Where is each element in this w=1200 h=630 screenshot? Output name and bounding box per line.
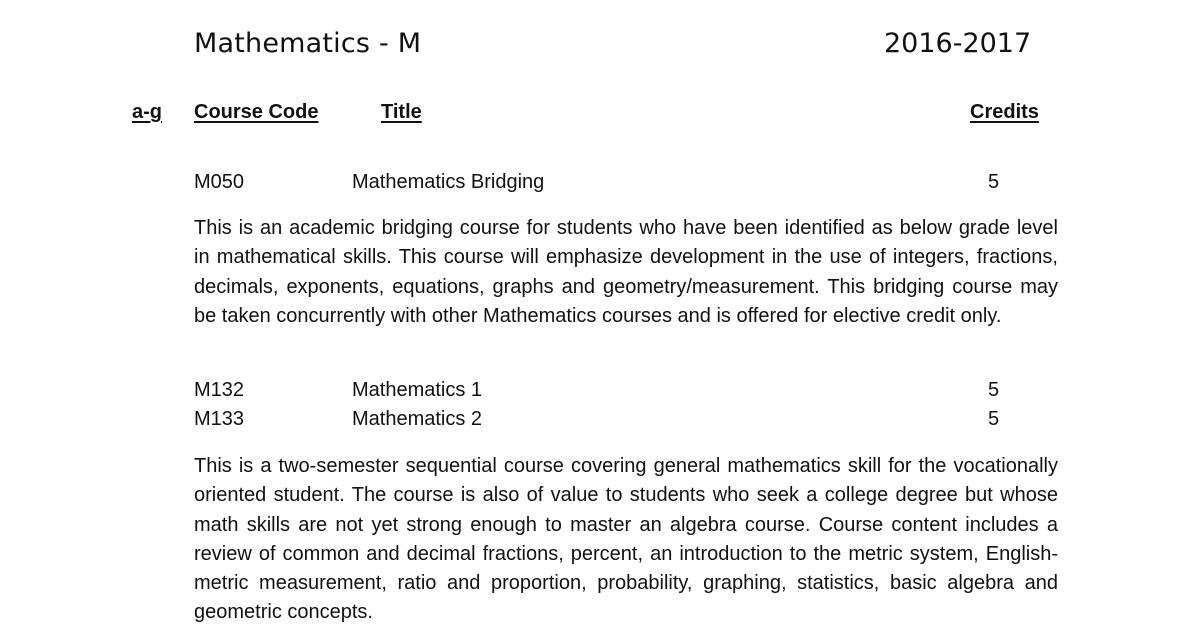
header-ag: a-g [132, 101, 162, 123]
course-description: This is a two-semester sequential course covering general mathematics skill for the vocationally oriented student. The course is also of value to students who seek a college degree but whose math skills are not yet strong enough to master an algebra course. Course content includes a review of common and decimal fractions, percent, an introduction to the metric system, English-metric measurement, ratio and proportion, probability, graphing, statistics, basic algebra and geometric concepts. [194, 455, 1058, 624]
course-description: This is an academic bridging course for students who have been identified as below grade level in mathematical skills. This course will emphasize development in the use of integers, fractions, decimals, exponents, equations, graphs and geometry/measurement. This bridging course may be taken concurrently with other Mathematics courses and is offered for elective credit only. [194, 217, 1058, 327]
course-credits: 5 [988, 171, 1000, 193]
course-credits: 5 [988, 408, 1000, 430]
document-title: Mathematics - M [194, 28, 422, 59]
header-course-code: Course Code [194, 101, 319, 123]
header-title: Title [381, 101, 422, 123]
course-title: Mathematics Bridging [352, 171, 545, 193]
document-year: 2016-2017 [884, 28, 1032, 59]
course-code: M132 [194, 379, 245, 401]
course-title: Mathematics 2 [352, 408, 483, 430]
course-code: M050 [194, 171, 245, 193]
course-credits: 5 [988, 379, 1000, 401]
header-credits: Credits [970, 101, 1039, 123]
course-title: Mathematics 1 [352, 379, 483, 401]
course-code: M133 [194, 408, 245, 430]
